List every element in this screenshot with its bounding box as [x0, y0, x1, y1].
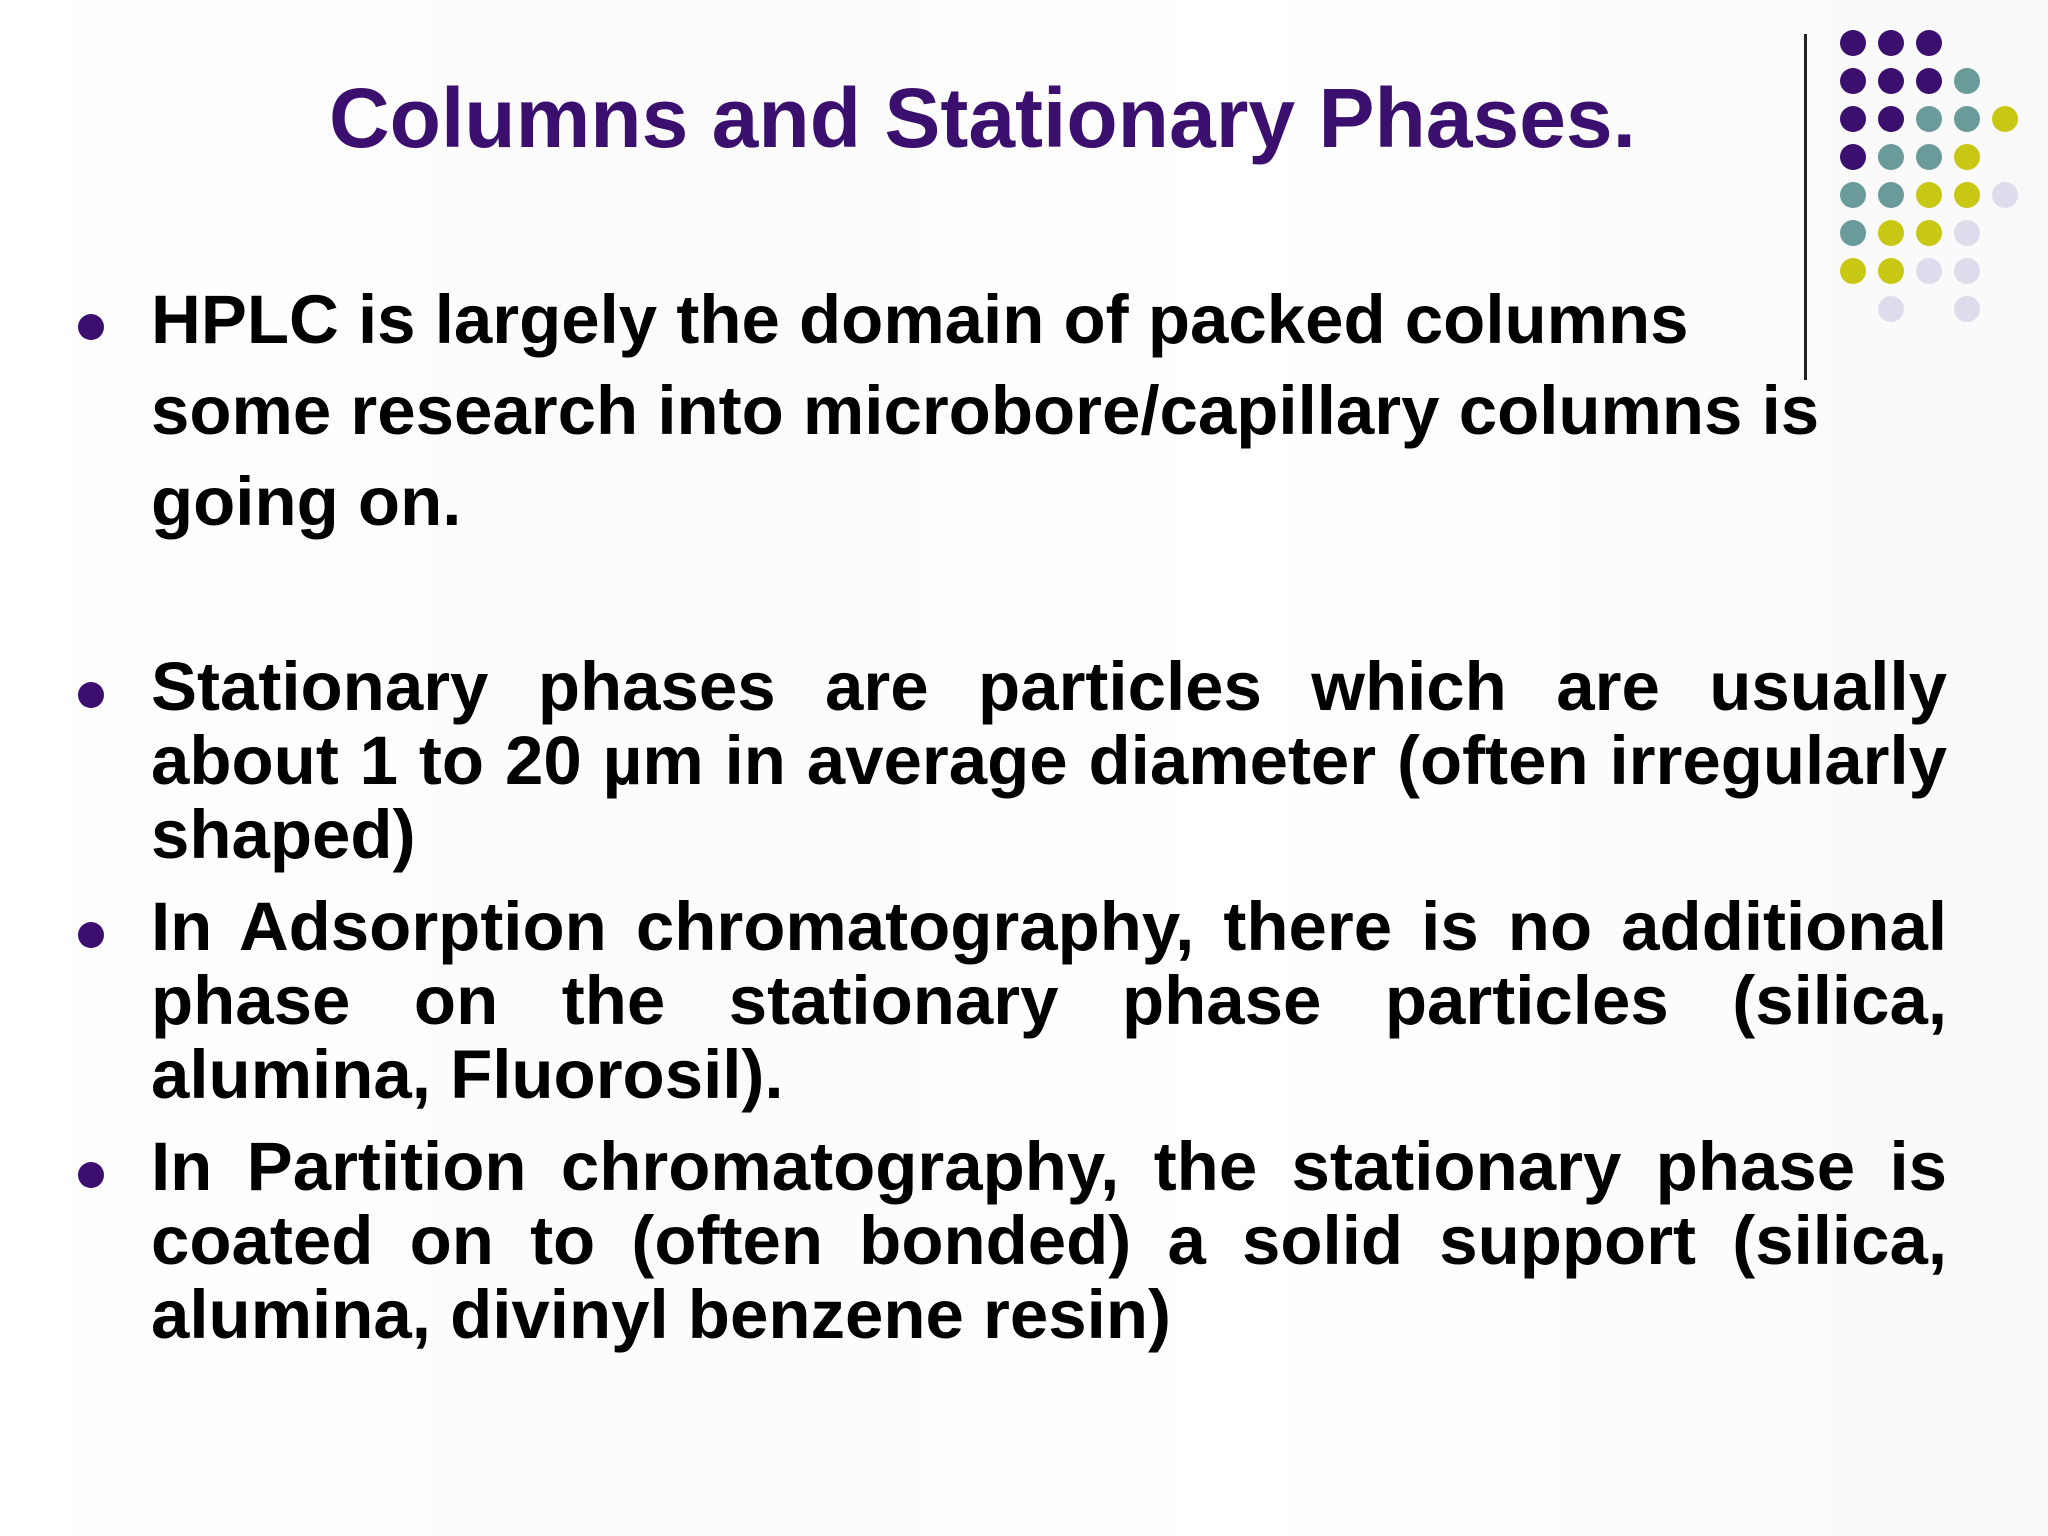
bullet-text	[151, 1130, 1947, 1352]
decorative-dot	[1840, 220, 1866, 246]
decorative-dot	[1878, 30, 1904, 56]
bullet-text	[151, 890, 1947, 1112]
decorative-dot	[1840, 68, 1866, 94]
bullet-point-icon	[78, 682, 104, 708]
slide-title: Columns and Stationary Phases.	[328, 71, 1636, 165]
decorative-dot	[1840, 144, 1866, 170]
decorative-dot	[1878, 144, 1904, 170]
bullet-line: going on.	[151, 463, 462, 540]
decorative-dot	[1992, 106, 2018, 132]
bullet-line: Stationary phases are particles which are usually	[151, 648, 1947, 725]
bullet-point-icon	[78, 922, 104, 948]
bullet-line: phase on the stationary phase particles (silica,	[151, 962, 1947, 1039]
decorative-dot	[1840, 182, 1866, 208]
decorative-dot	[1954, 296, 1980, 322]
decorative-dot	[1840, 106, 1866, 132]
decorative-dot	[1878, 68, 1904, 94]
bullet-line: In Adsorption chromatography, there is no additional	[151, 888, 1947, 965]
decorative-dot	[1878, 182, 1904, 208]
decorative-dot	[1954, 68, 1980, 94]
decorative-dot	[1954, 182, 1980, 208]
bullet-text	[151, 274, 1947, 547]
decorative-dot	[1916, 68, 1942, 94]
bullet-line: HPLC is largely the domain of packed columns	[151, 281, 1689, 358]
decorative-dot	[1954, 106, 1980, 132]
decorative-dot	[1840, 30, 1866, 56]
decorative-dot	[1916, 144, 1942, 170]
bullet-line: shaped)	[151, 796, 416, 873]
bullet-line: In Partition chromatography, the stationary phase is	[151, 1128, 1947, 1205]
bullet-point-icon	[78, 314, 104, 340]
bullet-line: coated on to (often bonded) a solid support (silica,	[151, 1202, 1947, 1279]
decorative-dot	[1954, 258, 1980, 284]
decorative-dot	[1916, 220, 1942, 246]
bullet-line: some research into microbore/capillary columns is	[151, 372, 1820, 449]
decorative-dot	[1954, 144, 1980, 170]
bullet-line: alumina, Fluorosil).	[151, 1036, 784, 1113]
decorative-dot	[1916, 30, 1942, 56]
bullet-text	[151, 650, 1947, 872]
decorative-dot	[1878, 220, 1904, 246]
bullet-point-icon	[78, 1162, 104, 1188]
decorative-dot	[1916, 106, 1942, 132]
bullet-line: about 1 to 20 µm in average diameter (often irregularly	[151, 722, 1947, 799]
decorative-dot	[1954, 220, 1980, 246]
decorative-dot	[1878, 106, 1904, 132]
decorative-dot	[1916, 182, 1942, 208]
decorative-dot	[1992, 182, 2018, 208]
bullet-line: alumina, divinyl benzene resin)	[151, 1276, 1171, 1353]
